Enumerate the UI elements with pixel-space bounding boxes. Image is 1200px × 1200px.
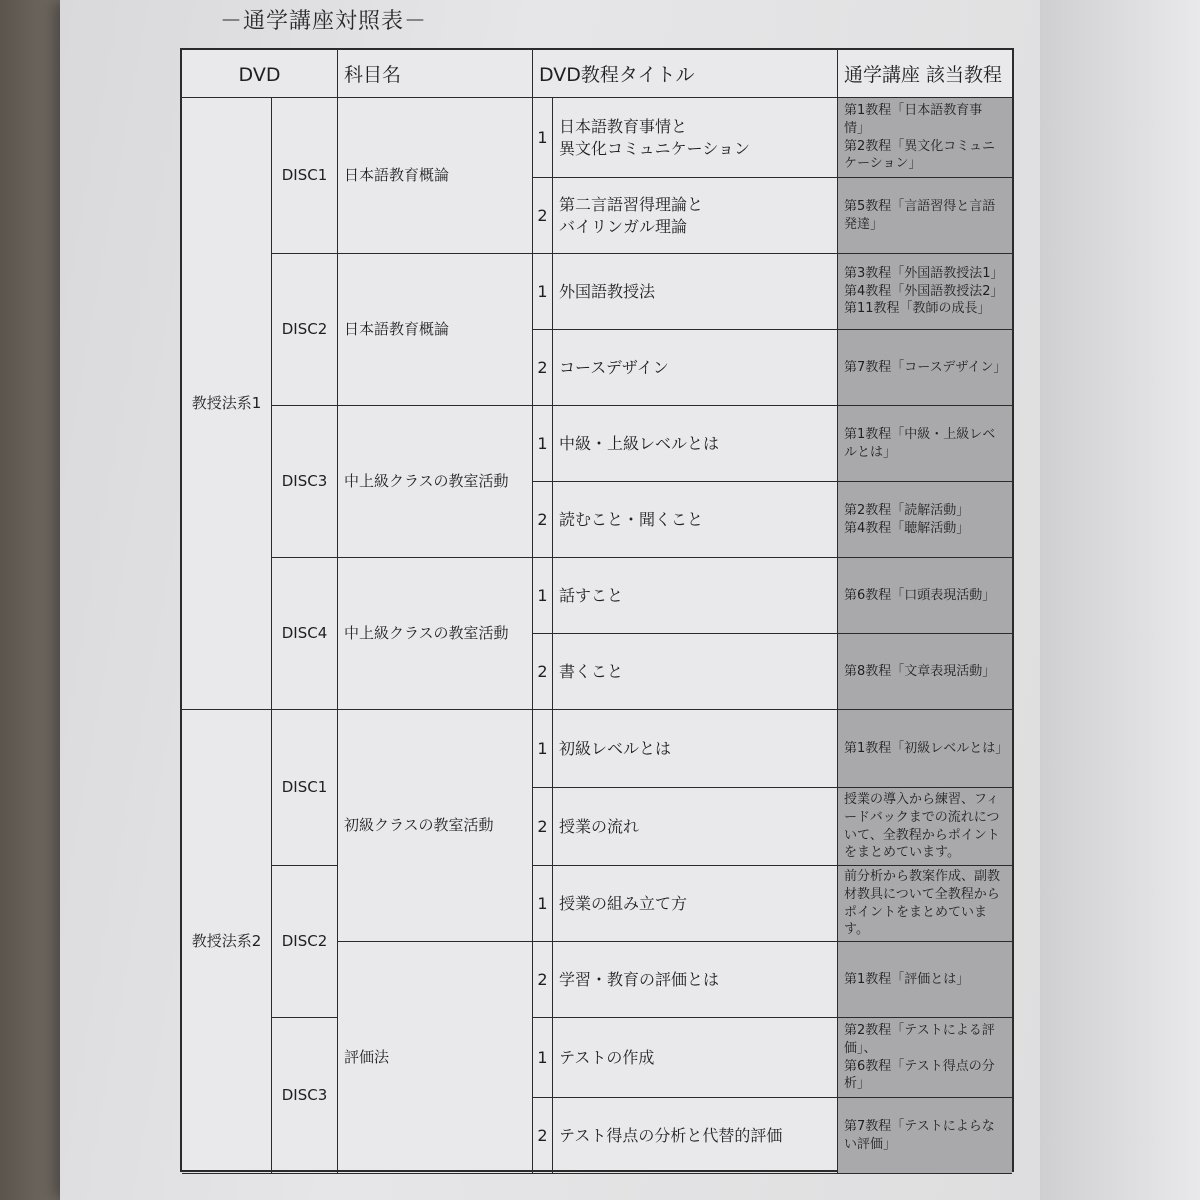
dvd-title-cell: 学習・教育の評価とは [553, 942, 838, 1018]
course-cell: 第8教程「文章表現活動」 [838, 634, 1012, 710]
disc-label: DISC2 [272, 254, 338, 406]
course-cell: 第1教程「中級・上級レベルとは」 [838, 406, 1012, 482]
dvd-title-cell: 中級・上級レベルとは [553, 406, 838, 482]
course-cell: 第1教程「評価とは」 [838, 942, 1012, 1018]
subject-name: 日本語教育概論 [338, 98, 533, 254]
header-subject: 科目名 [338, 50, 533, 98]
dvd-title-cell: 授業の組み立て方 [553, 866, 838, 942]
row-number: 2 [533, 788, 553, 866]
dvd-title-cell: 授業の流れ [553, 788, 838, 866]
row-number: 2 [533, 634, 553, 710]
course-cell: 第3教程「外国語教授法1」 第4教程「外国語教授法2」 第11教程「教師の成長」 [838, 254, 1012, 330]
subject-name: 中上級クラスの教室活動 [338, 558, 533, 710]
course-cell: 第6教程「口頭表現活動」 [838, 558, 1012, 634]
group-label: 教授法系2 [182, 710, 272, 1174]
disc-label: DISC3 [272, 406, 338, 558]
row-number: 2 [533, 1098, 553, 1174]
course-cell: 第7教程「コースデザイン」 [838, 330, 1012, 406]
row-number: 1 [533, 1018, 553, 1098]
header-dvd-title: DVD教程タイトル [533, 50, 838, 98]
page-title: －通学講座対照表－ [220, 9, 428, 34]
subject-name: 中上級クラスの教室活動 [338, 406, 533, 558]
subject-name: 初級クラスの教室活動 [338, 710, 533, 942]
disc-label: DISC1 [272, 710, 338, 866]
dvd-title-cell: 外国語教授法 [553, 254, 838, 330]
row-number: 2 [533, 482, 553, 558]
course-cell: 第1教程「日本語教育事情」 第2教程「異文化コミュニケーション」 [838, 98, 1012, 178]
dvd-title-cell: 話すこと [553, 558, 838, 634]
disc-label: DISC2 [272, 866, 338, 1018]
row-number: 1 [533, 710, 553, 788]
row-number: 2 [533, 330, 553, 406]
header-dvd: DVD [182, 50, 338, 98]
dvd-title-cell: 日本語教育事情と 異文化コミュニケーション [553, 98, 838, 178]
dvd-title-cell: 書くこと [553, 634, 838, 710]
header-course: 通学講座 該当教程 [838, 50, 1012, 98]
disc-label: DISC4 [272, 558, 338, 710]
course-cell: 第1教程「初級レベルとは」 [838, 710, 1012, 788]
row-number: 1 [533, 254, 553, 330]
row-number: 1 [533, 98, 553, 178]
course-cell: 第2教程「テストによる評価」、 第6教程「テスト得点の分析」 [838, 1018, 1012, 1098]
subject-name: 評価法 [338, 942, 533, 1174]
course-cell: 第7教程「テストによらない評価」 [838, 1098, 1012, 1174]
dvd-title-cell: テストの作成 [553, 1018, 838, 1098]
course-cell: 第5教程「言語習得と言語発達」 [838, 178, 1012, 254]
dvd-title-cell: テスト得点の分析と代替的評価 [553, 1098, 838, 1174]
dvd-title-cell: 初級レベルとは [553, 710, 838, 788]
subject-name: 日本語教育概論 [338, 254, 533, 406]
disc-label: DISC3 [272, 1018, 338, 1174]
row-number: 2 [533, 178, 553, 254]
dvd-title-cell: 読むこと・聞くこと [553, 482, 838, 558]
comparison-table [180, 48, 1014, 1172]
course-cell: 第2教程「読解活動」 第4教程「聴解活動」 [838, 482, 1012, 558]
row-number: 1 [533, 558, 553, 634]
course-cell: 授業の導入から練習、フィードバックまでの流れについて、全教程からポイントをまとめています。 [838, 788, 1012, 866]
row-number: 2 [533, 942, 553, 1018]
disc-label: DISC1 [272, 98, 338, 254]
row-number: 1 [533, 406, 553, 482]
next-page-edge [1040, 0, 1200, 1200]
dvd-title-cell: 第二言語習得理論と バイリンガル理論 [553, 178, 838, 254]
row-number: 1 [533, 866, 553, 942]
course-cell: 前分析から教案作成、副教材教具について全教程からポイントをまとめています。 [838, 866, 1012, 942]
dvd-title-cell: コースデザイン [553, 330, 838, 406]
group-label: 教授法系1 [182, 98, 272, 710]
